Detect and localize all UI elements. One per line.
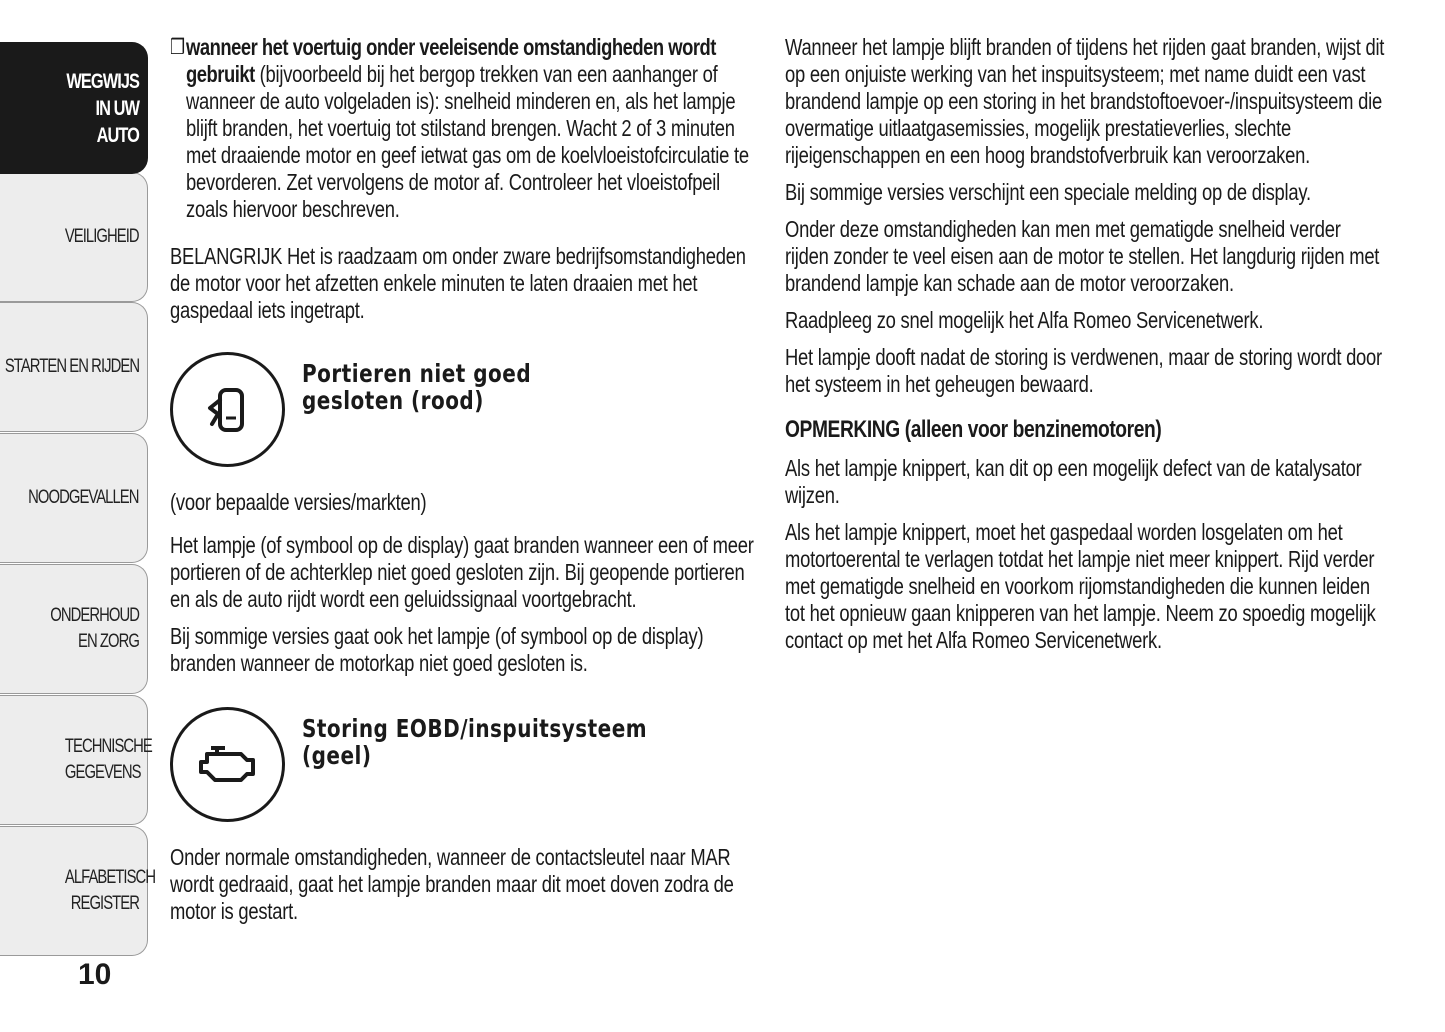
right-p4: Raadpleeg zo snel mogelijk het Alfa Romeo Servicenetwerk. [785, 307, 1264, 333]
right-p5: Het lampje dooft nadat de storing is verdwenen, maar de storing wordt door het systeem in het geheugen bewaard. [785, 344, 1382, 397]
door-warning-p2: Bij sommige versies gaat ook het lampje (of symbool op de display) branden wanneer de motorkap niet goed gesloten is. [170, 623, 704, 676]
page-number: 10 [78, 958, 112, 991]
tab-wegwijs-in-uw-auto[interactable] [0, 42, 148, 174]
tab-noodgevallen[interactable] [0, 433, 148, 563]
right-column [785, 34, 1385, 664]
tab-alfabetisch-register[interactable] [0, 826, 156, 956]
section-heading: OPMERKING (alleen voor benzinemotoren) [785, 416, 1162, 443]
eobd-warning-header [170, 707, 755, 822]
bullet-bold: wanneer het voertuig onder veeleisende omstandigheden wordt gebruikt [186, 34, 716, 87]
right-p2: Bij sommige versies verschijnt een speciale melding op de display. [785, 179, 1311, 205]
door-warning-header [170, 352, 755, 467]
engine-icon [170, 707, 285, 822]
tab-label: WEGWIJS IN UW AUTO [66, 69, 139, 147]
tab-label: ALFABETISCH REGISTER [64, 867, 156, 914]
bullet-text: (bijvoorbeeld bij het bergop trekken van een aanhanger of wanneer de auto volgeladen is): snelheid minderen en, als het lampje blijft branden, het voertuig tot stilstand brengen. Wacht 2 of 3 minuten met draaiende motor en geef ietwat gas om de koelvloeistofcirculatie te bevorderen. Zet vervolgens de motor af. Controleer het vloeistofpeil zoals hiervoor beschreven. [186, 61, 749, 222]
eobd-warning-p1: Onder normale omstandigheden, wanneer de contactsleutel naar MAR wordt gedraaid, gaat het lampje branden maar dit moet doven zodra de motor is gestart. [170, 844, 734, 924]
right-p3: Onder deze omstandigheden kan men met gematigde snelheid verder rijden zonder te veel eisen aan de motor te stellen. Het langdurig rijden met brandend lampje kan schade aan de motor veroorzaken. [785, 216, 1380, 296]
tab-label: TECHNISCHE GEGEVENS [64, 736, 152, 783]
tab-technische-gegevens[interactable] [0, 695, 152, 825]
tab-label: STARTEN EN RIJDEN [4, 356, 139, 377]
right-p6: Als het lampje knippert, kan dit op een mogelijk defect van de katalysator wijzen. [785, 455, 1362, 508]
eobd-warning-title: Storing EOBD/inspuitsysteem (geel) [302, 714, 648, 770]
bullet-marker: ❒ [170, 36, 185, 59]
right-p1: Wanneer het lampje blijft branden of tijdens het rijden gaat branden, wijst dit op een onjuiste werking van het inspuitsysteem; met name duidt een vast brandend lampje op een storing in het brandstoftoevoer-/inspuitsysteem die overmatige uitlaatgasemissies, mogelijk prestatieverlies, slechte rijeigenschappen en een hoog brandstofverbruik kan veroorzaken. [785, 34, 1385, 168]
right-p7: Als het lampje knippert, moet het gaspedaal worden losgelaten om het motortoerental te verlagen totdat het lampje niet meer knippert. Rijd verder met gematigde snelheid en voorkom rijomstandigheden die kunnen leiden tot het opnieuw gaan knipperen van het lampje. Neem zo spoedig mogelijk contact op met het Alfa Romeo Servicenetwerk. [785, 519, 1376, 653]
tab-veiligheid[interactable] [0, 172, 148, 302]
door-warning-p1: Het lampje (of symbool op de display) gaat branden wanneer een of meer portieren of de achterklep niet goed gesloten zijn. Bij geopende portieren en als de auto rijdt wordt een geluidssignaal voortgebracht. [170, 532, 754, 612]
door-warning-note: (voor bepaalde versies/markten) [170, 489, 427, 515]
bullet-item [170, 34, 755, 223]
door-warning-title: Portieren niet goed gesloten (rood) [302, 359, 532, 415]
tab-label: VEILIGHEID [65, 226, 139, 247]
door-open-icon [170, 352, 285, 467]
tab-starten-en-rijden[interactable] [0, 302, 148, 432]
important-note: BELANGRIJK Het is raadzaam om onder zware bedrijfsomstandigheden de motor voor het afzetten enkele minuten te laten draaien met het gaspedaal iets ingetrapt. [170, 243, 746, 323]
tab-onderhoud-en-zorg[interactable] [0, 564, 148, 694]
tab-label: NOODGEVALLEN [28, 487, 139, 508]
tab-label: ONDERHOUD EN ZORG [50, 605, 139, 652]
left-column [170, 34, 755, 935]
